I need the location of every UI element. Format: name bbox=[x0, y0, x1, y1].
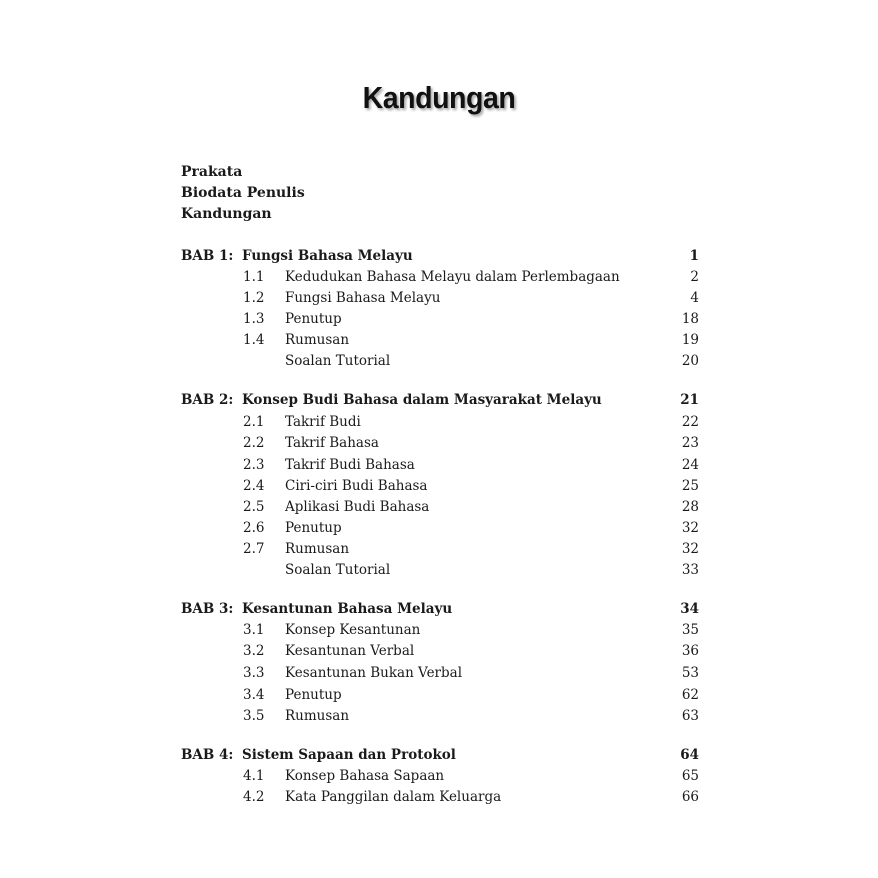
section-title: Penutup bbox=[285, 520, 342, 536]
section-number: 1.1 bbox=[243, 269, 265, 285]
chapter-title: Kesantunan Bahasa Melayu bbox=[242, 601, 453, 617]
chapter-page: 34 bbox=[680, 601, 699, 617]
section-page: 33 bbox=[681, 562, 699, 578]
chapter-page: 21 bbox=[680, 392, 699, 408]
section-page: 32 bbox=[681, 520, 699, 536]
chapter-label: BAB 4: bbox=[181, 747, 234, 763]
front-matter-item: Biodata Penulis bbox=[181, 185, 305, 201]
page-title: Kandungan bbox=[362, 80, 516, 115]
section-page: 20 bbox=[681, 353, 699, 369]
toc-section-row bbox=[0, 560, 878, 581]
toc-section-row bbox=[0, 267, 878, 288]
toc-section-row bbox=[0, 455, 878, 476]
section-page: 53 bbox=[681, 665, 699, 681]
section-title: Kesantunan Verbal bbox=[285, 643, 415, 659]
toc-section-row bbox=[0, 766, 878, 787]
chapter-label: BAB 1: bbox=[181, 248, 234, 264]
chapter-label: BAB 3: bbox=[181, 601, 234, 617]
chapter-title: Konsep Budi Bahasa dalam Masyarakat Melayu bbox=[242, 392, 602, 408]
section-page: 23 bbox=[681, 435, 699, 451]
front-matter bbox=[181, 162, 305, 225]
section-number: 1.3 bbox=[243, 311, 265, 327]
section-page: 2 bbox=[690, 269, 699, 285]
section-page: 24 bbox=[681, 457, 699, 473]
toc-chapter-row bbox=[0, 246, 878, 267]
section-title: Penutup bbox=[285, 687, 342, 703]
section-title: Penutup bbox=[285, 311, 342, 327]
section-title: Takrif Budi bbox=[285, 414, 361, 430]
section-title: Rumusan bbox=[285, 332, 350, 348]
toc-section-row bbox=[0, 620, 878, 641]
section-title: Kata Panggilan dalam Keluarga bbox=[285, 789, 502, 805]
section-page: 62 bbox=[681, 687, 699, 703]
section-title: Soalan Tutorial bbox=[285, 562, 391, 578]
toc-section-row bbox=[0, 641, 878, 662]
section-number: 2.6 bbox=[243, 520, 265, 536]
chapter-page: 1 bbox=[689, 248, 699, 264]
section-title: Konsep Kesantunan bbox=[285, 622, 421, 638]
section-title: Fungsi Bahasa Melayu bbox=[285, 290, 441, 306]
section-number: 2.1 bbox=[243, 414, 265, 430]
section-number: 2.5 bbox=[243, 499, 265, 515]
section-title: Aplikasi Budi Bahasa bbox=[285, 499, 430, 515]
section-title: Konsep Bahasa Sapaan bbox=[285, 768, 445, 784]
toc-section-row bbox=[0, 518, 878, 539]
section-title: Rumusan bbox=[285, 541, 350, 557]
section-page: 36 bbox=[681, 643, 699, 659]
section-number: 3.4 bbox=[243, 687, 265, 703]
toc-section-row bbox=[0, 539, 878, 560]
section-title: Kedudukan Bahasa Melayu dalam Perlembagaan bbox=[285, 269, 620, 285]
chapter-label: BAB 2: bbox=[181, 392, 234, 408]
toc-section-row bbox=[0, 476, 878, 497]
section-number: 2.2 bbox=[243, 435, 265, 451]
section-page: 32 bbox=[681, 541, 699, 557]
section-number: 4.1 bbox=[243, 768, 265, 784]
section-page: 28 bbox=[681, 499, 699, 515]
section-title: Ciri-ciri Budi Bahasa bbox=[285, 478, 428, 494]
toc-section-row bbox=[0, 497, 878, 518]
section-number: 1.4 bbox=[243, 332, 265, 348]
toc-chapter-row bbox=[0, 390, 878, 411]
section-title: Rumusan bbox=[285, 708, 350, 724]
front-matter-item: Kandungan bbox=[181, 206, 272, 222]
section-title: Takrif Budi Bahasa bbox=[285, 457, 415, 473]
section-page: 65 bbox=[681, 768, 699, 784]
toc-section-row bbox=[0, 412, 878, 433]
toc-section-row bbox=[0, 433, 878, 454]
section-title: Soalan Tutorial bbox=[285, 353, 391, 369]
front-matter-item: Prakata bbox=[181, 164, 243, 180]
toc-section-row bbox=[0, 787, 878, 808]
section-number: 2.3 bbox=[243, 457, 265, 473]
toc-chapter-row bbox=[0, 745, 878, 766]
section-page: 18 bbox=[681, 311, 699, 327]
section-number: 3.3 bbox=[243, 665, 265, 681]
chapter-title: Fungsi Bahasa Melayu bbox=[242, 248, 413, 264]
section-page: 19 bbox=[681, 332, 699, 348]
toc-section-row bbox=[0, 663, 878, 684]
toc-chapter-row bbox=[0, 599, 878, 620]
section-title: Takrif Bahasa bbox=[285, 435, 379, 451]
section-number: 2.4 bbox=[243, 478, 265, 494]
section-page: 25 bbox=[681, 478, 699, 494]
section-page: 35 bbox=[681, 622, 699, 638]
section-number: 4.2 bbox=[243, 789, 265, 805]
toc-section-row bbox=[0, 351, 878, 372]
section-number: 3.2 bbox=[243, 643, 265, 659]
section-page: 22 bbox=[681, 414, 699, 430]
section-page: 63 bbox=[681, 708, 699, 724]
toc-section-row bbox=[0, 288, 878, 309]
section-number: 3.5 bbox=[243, 708, 265, 724]
toc-section-row bbox=[0, 706, 878, 727]
section-number: 2.7 bbox=[243, 541, 265, 557]
toc-section-row bbox=[0, 309, 878, 330]
chapter-page: 64 bbox=[680, 747, 699, 763]
section-title: Kesantunan Bukan Verbal bbox=[285, 665, 463, 681]
section-page: 4 bbox=[690, 290, 699, 306]
section-number: 3.1 bbox=[243, 622, 265, 638]
toc-section-row bbox=[0, 685, 878, 706]
section-number: 1.2 bbox=[243, 290, 265, 306]
section-page: 66 bbox=[681, 789, 699, 805]
toc-section-row bbox=[0, 330, 878, 351]
chapter-title: Sistem Sapaan dan Protokol bbox=[242, 747, 456, 763]
